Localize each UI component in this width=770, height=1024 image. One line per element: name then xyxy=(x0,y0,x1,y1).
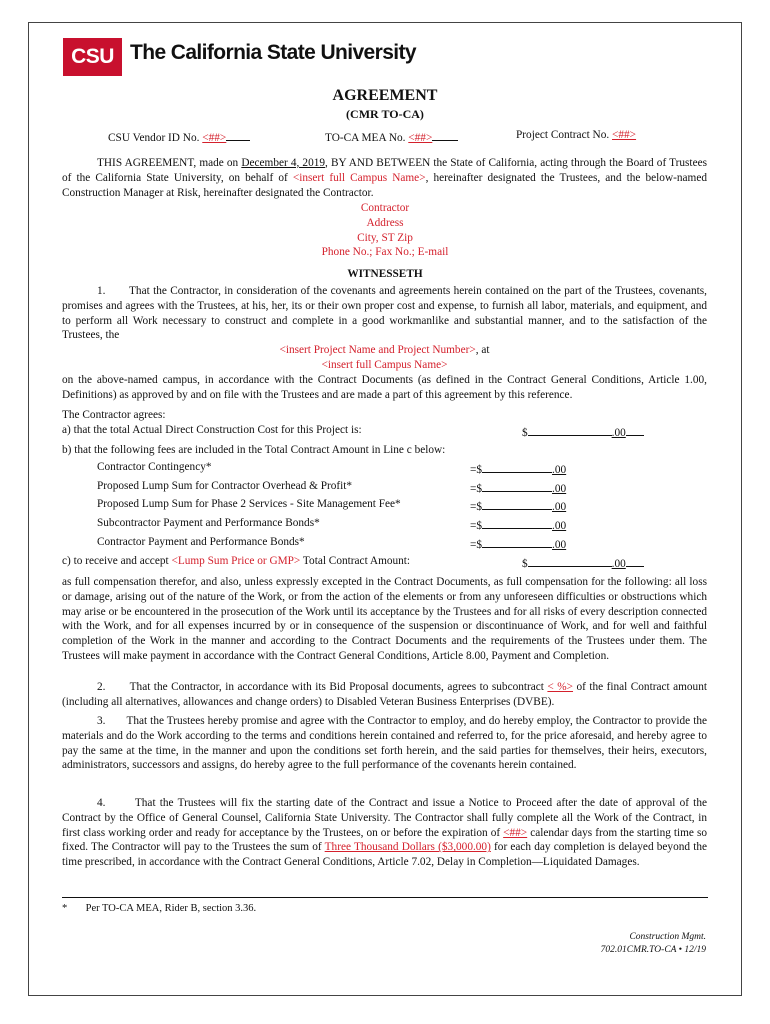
section-2-text-a: That the Contractor, in accordance with its Bid Proposal documents, agrees to subcontract xyxy=(129,681,548,693)
section-4-text-b: calendar days from the starting time so fixed. The Contractor will pay to the Trustees the sum of xyxy=(62,826,708,854)
agrees-c-text-a: c) to receive and accept xyxy=(62,555,172,567)
dvbe-percent: < %> xyxy=(547,681,574,693)
contractor-block xyxy=(60,201,710,260)
campus-line-placeholder: <insert full Campus Name> xyxy=(321,358,448,371)
csu-header xyxy=(63,38,416,76)
project-contract-value: <##> xyxy=(612,129,637,141)
section-4-text-c: for each day completion is delayed beyond the time prescribed, in accordance with the Contract General Conditions, Article 7.02, Delay in Completion—Liquidated Damages. xyxy=(62,841,708,869)
contractor-address: Address xyxy=(366,216,404,229)
agrees-heading: The Contractor agrees: xyxy=(62,409,166,421)
section-3-number: 3. xyxy=(97,715,106,727)
fee-label-3: Proposed Lump Sum for Phase 2 Services - Site Management Fee* xyxy=(97,498,401,510)
agrees-a-dollar: $ xyxy=(522,427,528,439)
section-2-text-b: of the final Contract amount (including all alternatives, allowances and change orders) to Disabled Veteran Business Enterprises (DVBE). xyxy=(62,681,707,708)
fee-cents-1: .00 xyxy=(552,464,567,476)
agreement-date: December 4, 2019 xyxy=(241,157,326,169)
agrees-a-text: a) that the total Actual Direct Construction Cost for this Project is: xyxy=(62,424,362,436)
agrees-c-cents: .00 xyxy=(611,558,626,570)
section-1 xyxy=(62,284,707,402)
project-name-placeholder: <insert Project Name and Project Number> xyxy=(279,344,476,357)
document-title: AGREEMENT xyxy=(332,87,438,104)
agrees-c-value xyxy=(522,555,644,570)
form-dept: Construction Mgmt. xyxy=(629,932,706,942)
mea-label: TO-CA MEA No. xyxy=(325,132,406,144)
fee-value-5 xyxy=(470,536,566,551)
agrees-c-text-b: Total Contract Amount: xyxy=(300,555,411,567)
project-contract-label: Project Contract No. xyxy=(516,129,610,141)
agrees-a-cents: .00 xyxy=(611,427,626,439)
fee-prefix-4: =$ xyxy=(470,520,483,532)
liquidated-damages-amount: Three Thousand Dollars ($3,000.00) xyxy=(324,841,491,854)
fee-label-5: Contractor Payment and Performance Bonds* xyxy=(97,536,305,548)
section-1-after: on the above-named campus, in accordance with the Contract Documents (as defined in the Contract General Conditions, Article 1.00, Definitions) as approved by and on file with the Trustees and are made a part of this agreement by this reference. xyxy=(62,373,707,401)
section-1-text: That the Contractor, in consideration of the covenants and agreements herein contained on the part of the Trustees, covenants, promises and agrees with the Trustees, at his, her, its or their own proper cost and expense, to furnish all labor, materials, and equipment, and to perform all Work necessary to construct and complete in a good workmanlike and substantial manner, and to the satisfaction of the Trustees, the xyxy=(62,285,707,342)
lump-sum-placeholder: <Lump Sum Price or GMP> xyxy=(171,555,301,567)
fee-cents-4: .00 xyxy=(552,520,567,532)
fee-label-1: Contractor Contingency* xyxy=(97,461,212,473)
agrees-c-text xyxy=(62,555,410,567)
fee-value-2 xyxy=(470,480,566,495)
fee-label-2: Proposed Lump Sum for Contractor Overhead & Profit* xyxy=(97,480,353,492)
fee-value-3 xyxy=(470,498,566,513)
contractor-city: City, ST Zip xyxy=(357,231,413,244)
university-name: The California State University xyxy=(130,41,416,64)
section-3 xyxy=(62,714,707,773)
form-number: 702.01CMR.TO-CA • 12/19 xyxy=(600,945,706,955)
calendar-days-placeholder: <##> xyxy=(503,826,528,839)
fee-prefix-1: =$ xyxy=(470,464,483,476)
agrees-a-value xyxy=(522,424,644,439)
mea-value: <##> xyxy=(408,132,433,144)
section-4-number: 4. xyxy=(97,797,106,809)
intro-text-b: , BY AND BETWEEN the State of California, acting through the Board of Trustees of the California State University, on behalf of xyxy=(62,157,707,184)
vendor-id-label: CSU Vendor ID No. xyxy=(108,132,200,144)
contractor-contact: Phone No.; Fax No.; E-mail xyxy=(321,246,449,259)
section-1-number: 1. xyxy=(97,285,106,297)
fee-value-4 xyxy=(470,517,566,532)
section-2 xyxy=(62,680,707,710)
footnote-text: Per TO-CA MEA, Rider B, section 3.36. xyxy=(85,903,257,914)
fee-prefix-2: =$ xyxy=(470,483,483,495)
footnote-mark: * xyxy=(62,903,68,914)
vendor-id-value: <##> xyxy=(202,132,227,144)
agrees-c-dollar: $ xyxy=(522,558,528,570)
fee-prefix-3: =$ xyxy=(470,501,483,513)
project-suffix: , at xyxy=(475,344,490,357)
witnesseth-heading: WITNESSETH xyxy=(347,268,423,280)
fee-cents-2: .00 xyxy=(552,483,567,495)
intro-text-a: THIS AGREEMENT, made on xyxy=(97,157,242,169)
footnote xyxy=(62,903,256,914)
campus-name-placeholder: <insert full Campus Name> xyxy=(292,171,426,184)
form-id-corner xyxy=(601,931,706,957)
section-3-text: That the Trustees hereby promise and agree with the Contractor to employ, and do hereby employ, the Contractor to provide the materials and do the Work according to the terms and conditions herein contained and referred to, for the price aforesaid, and hereby agree to pay the same at the time, in the manner and upon the conditions set forth herein, and the said parties for themselves, their heirs, executors, administrators, successors and assigns, do hereby agree to the full performance of the covenants herein contained. xyxy=(62,715,707,772)
section-4-text-a: That the Trustees will fix the starting date of the Contract and issue a Notice to Proceed after the date of approval of the Contract by the Office of General Counsel, California State University. The Contractor shall fully complete all the Work of the Contract, in first class working order and ready for acceptance by the Trustees, on or before the expiration of xyxy=(62,797,707,839)
footnote-divider xyxy=(62,897,708,898)
project-contract-line xyxy=(516,129,636,141)
fee-label-4: Subcontractor Payment and Performance Bonds* xyxy=(97,517,320,529)
section-4 xyxy=(62,796,707,870)
intro-paragraph xyxy=(62,156,707,200)
fee-cents-5: .00 xyxy=(552,539,567,551)
vendor-id-line xyxy=(108,129,250,144)
section-2-number: 2. xyxy=(97,681,106,693)
contractor-name: Contractor xyxy=(360,202,410,214)
csu-logo: CSU xyxy=(63,38,122,76)
intro-text-c: , hereinafter designated the Trustees, and the below-named Construction Manager at Risk, hereinafter designated the Contractor. xyxy=(62,171,707,199)
agrees-b-text: b) that the following fees are included in the Total Contract Amount in Line c below: xyxy=(62,444,446,456)
fee-cents-3: .00 xyxy=(552,501,567,513)
mea-line xyxy=(325,129,458,144)
document-subtitle: (CMR TO-CA) xyxy=(346,107,424,121)
compensation-paragraph: as full compensation therefor, and also, unless expressly excepted in the Contract Documents, as full compensation for the following: all loss or damage, arising out of the nature of the Work, or from the action of the elements or from any unforeseen difficulties or obstructions which may arise or be encountered in the prosecution of the Work until its acceptance by the Trustees and for all risks of every description connected with the Work, and for all expenses incurred by or in consequence of the suspension or discontinuance of Work, and for well and faithful completion of the Work in the manner and according to the Contract Documents and the requirements of the Trustees under them. The Trustees will make payment in accordance with the Contract General Conditions, Article 8.00, Payment and Completion. xyxy=(62,576,707,662)
fee-value-1 xyxy=(470,461,566,476)
fee-prefix-5: =$ xyxy=(470,539,483,551)
